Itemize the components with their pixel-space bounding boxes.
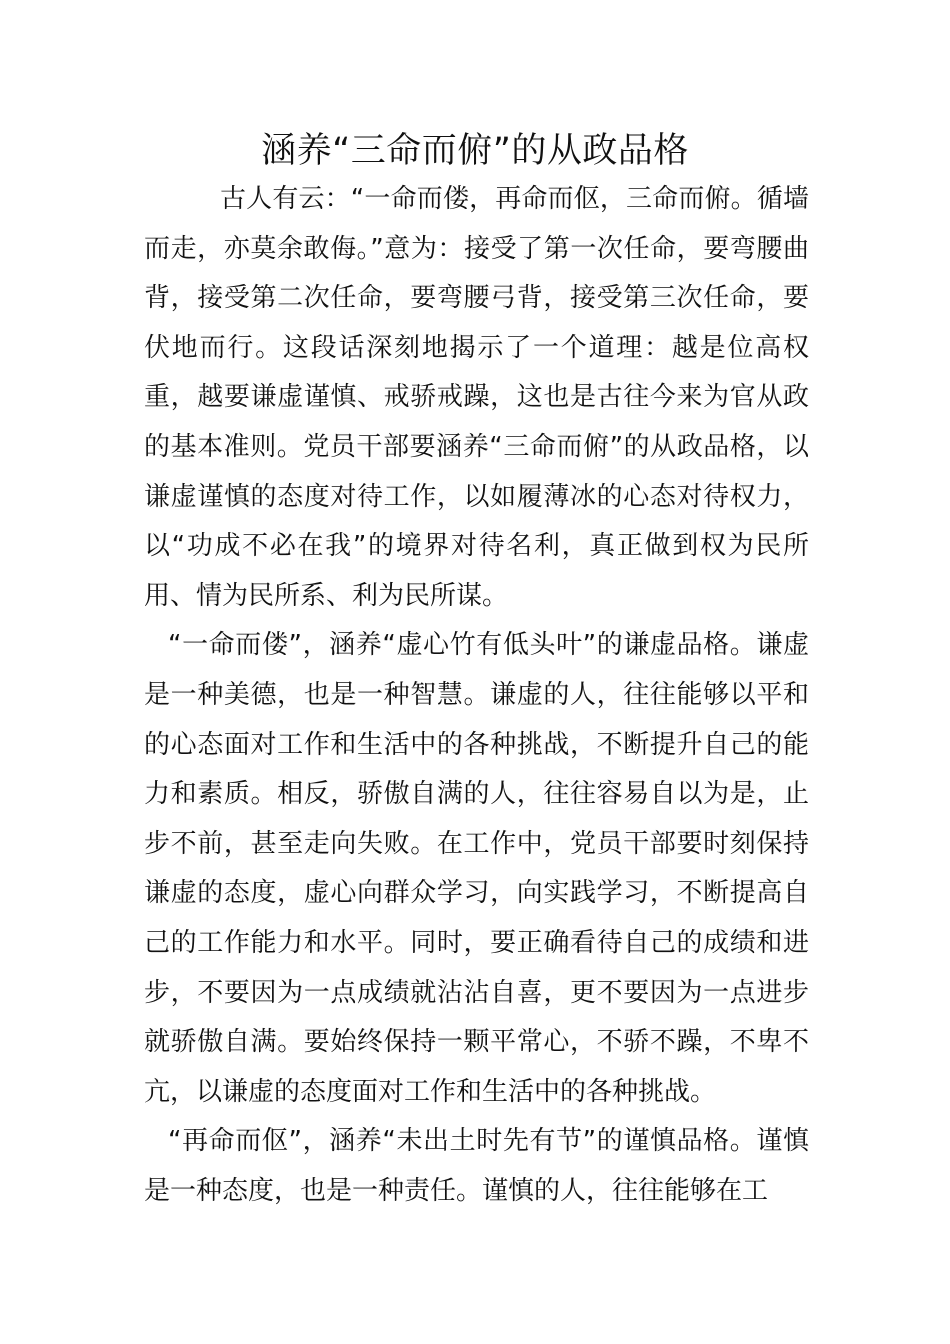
document-body — [144, 175, 809, 1216]
paragraph-humility: “一命而偻”，涵养“虚心竹有低头叶”的谦虚品格。谦虚是一种美德，也是一种智慧。谦虚的人，往往能够以平和的心态面对工作和生活中的各种挑战，不断提升自己的能力和素质。相反，骄傲自满的人，往往容易自以为是，止步不前，甚至走向失败。在工作中，党员干部要时刻保持谦虚的态度，虚心向群众学习，向实践学习，不断提高自己的工作能力和水平。同时，要正确看待自己的成绩和进步，不要因为一点成绩就沾沾自喜，更不要因为一点进步就骄傲自满。要始终保持一颗平常心，不骄不躁，不卑不亢，以谦虚的态度面对工作和生活中的各种挑战。 — [144, 630, 809, 1107]
document-title: 涵养“三命而俯”的从政品格 — [261, 131, 689, 171]
paragraph-intro: 古人有云：“一命而偻，再命而伛，三命而俯。循墙而走，亦莫余敢侮。”意为：接受了第一次任命，要弯腰曲背，接受第二次任命，要弯腰弓背，接受第三次任命，要伏地而行。这段话深刻地揭示了一个道理：越是位高权重，越要谦虚谨慎、戒骄戒躁，这也是古往今来为官从政的基本准则。党员干部要涵养“三命而俯”的从政品格，以谦虚谨慎的态度对待工作，以如履薄冰的心态对待权力，以“功成不必在我”的境界对待名利，真正做到权为民所用、情为民所系、利为民所谋。 — [144, 184, 809, 611]
paragraph-prudence: “再命而伛”，涵养“未出土时先有节”的谨慎品格。谨慎是一种态度，也是一种责任。谨慎的人，往往能够在工 — [144, 1126, 809, 1206]
